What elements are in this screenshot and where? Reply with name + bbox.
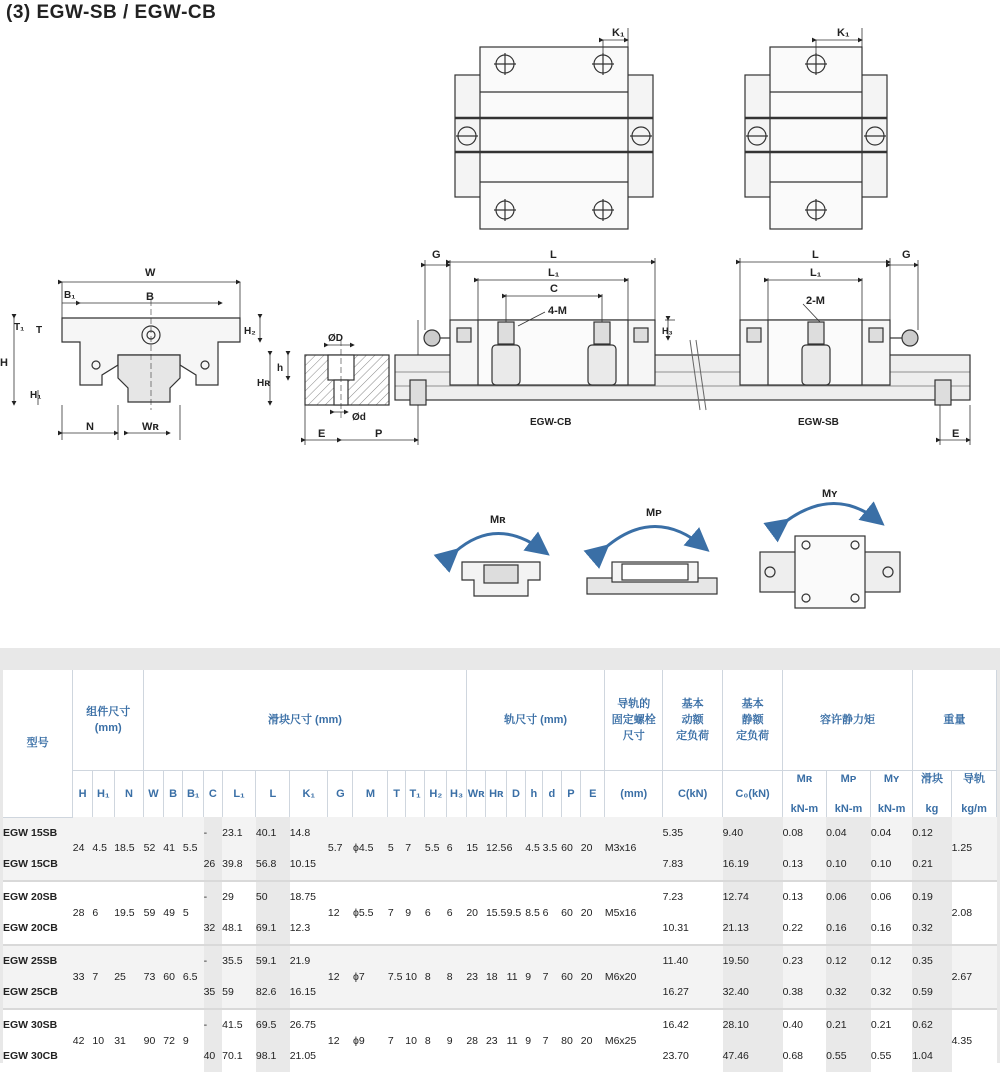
cell-kg: 0.32 bbox=[912, 913, 951, 945]
col-rail-h: h bbox=[525, 771, 542, 818]
cell-l: 69.5 bbox=[256, 1009, 290, 1041]
col-w: W bbox=[144, 771, 164, 818]
cell-w: 52 bbox=[144, 817, 164, 881]
cell-l1: 23.1 bbox=[222, 817, 256, 849]
col-g: G bbox=[328, 771, 353, 818]
col-h1: H₁ bbox=[92, 771, 114, 818]
cell-mr: 0.68 bbox=[783, 1041, 827, 1072]
spec-table bbox=[3, 670, 997, 1072]
page-title: (3) EGW-SB / EGW-CB bbox=[6, 2, 217, 23]
dim-l-left: L bbox=[550, 249, 557, 261]
cell-rail-weight: 2.67 bbox=[952, 945, 997, 1009]
cell-rail-weight: 2.08 bbox=[952, 881, 997, 945]
cell-sta: 32.40 bbox=[723, 977, 783, 1009]
cell-e: 20 bbox=[581, 1009, 605, 1072]
cell-sta: 21.13 bbox=[723, 913, 783, 945]
col-my-label: Mʏ bbox=[883, 773, 900, 785]
col-d: D bbox=[507, 771, 526, 818]
col-e: E bbox=[581, 771, 605, 818]
cell-p: 60 bbox=[561, 945, 581, 1009]
col-wr: Wʀ bbox=[466, 771, 486, 818]
cell-c: 26 bbox=[204, 849, 223, 881]
cell-t: 7.5 bbox=[388, 945, 405, 1009]
cell-b: 60 bbox=[163, 945, 183, 1009]
cell-mp: 0.21 bbox=[826, 1009, 871, 1041]
cell-d: 11 bbox=[507, 1009, 526, 1072]
side-view-sb-block bbox=[740, 258, 970, 445]
dim-t1: T₁ bbox=[14, 322, 25, 333]
col-l1: L₁ bbox=[222, 771, 256, 818]
cell-h1: 6 bbox=[92, 881, 114, 945]
cell-l1: 41.5 bbox=[222, 1009, 256, 1041]
cell-k1: 21.9 bbox=[290, 945, 328, 977]
cell-h3: 6 bbox=[447, 817, 467, 881]
dim-k1-cb: K₁ bbox=[612, 27, 625, 39]
dim-n: N bbox=[86, 421, 94, 433]
cell-d: 9.5 bbox=[507, 881, 526, 945]
dim-h1: H₁ bbox=[30, 390, 42, 401]
cell-mp: 0.16 bbox=[826, 913, 871, 945]
cell-my: 0.55 bbox=[871, 1041, 912, 1072]
top-view-sb bbox=[745, 28, 887, 229]
cell-bolt: M6x25 bbox=[605, 1009, 663, 1072]
label-mp: Mᴘ bbox=[646, 507, 662, 519]
cell-w: 90 bbox=[144, 1009, 164, 1072]
cell-l1: 29 bbox=[222, 881, 256, 913]
cell-wr: 28 bbox=[466, 1009, 486, 1072]
header-rail: 轨尺寸 (mm) bbox=[466, 670, 605, 771]
cell-bolt: M3x16 bbox=[605, 817, 663, 881]
cell-my: 0.16 bbox=[871, 913, 912, 945]
col-c-unit: C(kN) bbox=[663, 771, 723, 818]
cell-h: 42 bbox=[73, 1009, 93, 1072]
cell-kg: 1.04 bbox=[912, 1041, 951, 1072]
cell-d: 6 bbox=[507, 817, 526, 881]
cell-e: 20 bbox=[581, 881, 605, 945]
cell-l: 98.1 bbox=[256, 1041, 290, 1072]
cell-h2: 6 bbox=[425, 881, 447, 945]
moment-mp-figure bbox=[587, 527, 717, 595]
label-egw-sb: EGW-SB bbox=[798, 417, 839, 428]
cell-dyn: 7.83 bbox=[663, 849, 723, 881]
cell-k1: 18.75 bbox=[290, 881, 328, 913]
col-c0-unit: C₀(kN) bbox=[723, 771, 783, 818]
cell-k1: 10.15 bbox=[290, 849, 328, 881]
cell-mp: 0.32 bbox=[826, 977, 871, 1009]
cell-mr: 0.13 bbox=[783, 881, 827, 913]
cell-d: 3.5 bbox=[543, 817, 562, 881]
col-h2: H₂ bbox=[425, 771, 447, 818]
cell-c: 32 bbox=[204, 913, 223, 945]
cell-b: 72 bbox=[163, 1009, 183, 1072]
cell-n: 18.5 bbox=[114, 817, 143, 881]
cell-t1: 10 bbox=[405, 945, 425, 1009]
cell-k1: 21.05 bbox=[290, 1041, 328, 1072]
dim-w: W bbox=[145, 267, 156, 279]
col-rail-weight-label: 导轨 bbox=[963, 773, 986, 785]
dim-b1: B₁ bbox=[64, 290, 76, 301]
cell-h2: 5.5 bbox=[425, 817, 447, 881]
cell-g: 5.7 bbox=[328, 817, 353, 881]
dim-rail-h: h bbox=[277, 363, 284, 374]
cell-dyn: 16.27 bbox=[663, 977, 723, 1009]
cell-my: 0.32 bbox=[871, 977, 912, 1009]
header-block: 滑块尺寸 (mm) bbox=[144, 670, 467, 771]
cell-h3: 8 bbox=[447, 945, 467, 1009]
cell-h2: 8 bbox=[425, 945, 447, 1009]
cell-mp: 0.12 bbox=[826, 945, 871, 977]
cell-h1: 10 bbox=[92, 1009, 114, 1072]
dim-rail-small-d: Ød bbox=[352, 412, 366, 423]
cell-n: 31 bbox=[114, 1009, 143, 1072]
cell-wr: 23 bbox=[466, 945, 486, 1009]
table-row bbox=[3, 1009, 997, 1041]
cell-mr: 0.40 bbox=[783, 1009, 827, 1041]
header-weight: 重量 bbox=[912, 670, 996, 771]
cell-k1: 12.3 bbox=[290, 913, 328, 945]
cell-b1: 6.5 bbox=[183, 945, 204, 1009]
cell-model: EGW 20SB bbox=[3, 881, 73, 913]
col-c: C bbox=[204, 771, 223, 818]
cross-section-view bbox=[14, 282, 260, 440]
dim-l1-left: L₁ bbox=[548, 267, 560, 279]
cell-m: ϕ7 bbox=[353, 945, 388, 1009]
cell-l1: 48.1 bbox=[222, 913, 256, 945]
cell-model: EGW 30SB bbox=[3, 1009, 73, 1041]
cell-mp: 0.10 bbox=[826, 849, 871, 881]
dim-2m: 2-M bbox=[806, 295, 825, 307]
header-bolt: 导轨的 固定螺栓 尺寸 bbox=[605, 670, 663, 771]
cell-mr: 0.13 bbox=[783, 849, 827, 881]
dim-g-left: G bbox=[432, 249, 441, 261]
col-t: T bbox=[388, 771, 405, 818]
dim-l-right: L bbox=[812, 249, 819, 261]
cell-h: 33 bbox=[73, 945, 93, 1009]
dim-e-right: E bbox=[952, 428, 960, 440]
col-block-weight bbox=[912, 771, 951, 818]
col-mp-label: Mᴘ bbox=[840, 773, 857, 785]
cell-t1: 10 bbox=[405, 1009, 425, 1072]
cell-wr: 15 bbox=[466, 817, 486, 881]
cell-kg: 0.59 bbox=[912, 977, 951, 1009]
cell-d: 6 bbox=[543, 881, 562, 945]
cell-k1: 26.75 bbox=[290, 1009, 328, 1041]
cell-kg: 0.12 bbox=[912, 817, 951, 849]
cell-c: - bbox=[204, 945, 223, 977]
col-p: P bbox=[561, 771, 581, 818]
cell-hr: 12.5 bbox=[486, 817, 507, 881]
cell-l1: 35.5 bbox=[222, 945, 256, 977]
cell-h3: 9 bbox=[447, 1009, 467, 1072]
cell-hr: 18 bbox=[486, 945, 507, 1009]
cell-t: 7 bbox=[388, 881, 405, 945]
cell-l: 56.8 bbox=[256, 849, 290, 881]
cell-kg: 0.21 bbox=[912, 849, 951, 881]
dim-rail-p: P bbox=[375, 428, 383, 440]
header-assembly: 组件尺寸 (mm) bbox=[73, 670, 144, 771]
cell-h2: 8 bbox=[425, 1009, 447, 1072]
cell-mr: 0.08 bbox=[783, 817, 827, 849]
cell-p: 80 bbox=[561, 1009, 581, 1072]
cell-m: ϕ4.5 bbox=[353, 817, 388, 881]
cell-mr: 0.22 bbox=[783, 913, 827, 945]
cell-dyn: 11.40 bbox=[663, 945, 723, 977]
cell-l1: 70.1 bbox=[222, 1041, 256, 1072]
cell-model: EGW 25SB bbox=[3, 945, 73, 977]
cell-dyn: 10.31 bbox=[663, 913, 723, 945]
col-block-weight-label: 滑块 bbox=[920, 773, 943, 785]
cell-d: 11 bbox=[507, 945, 526, 1009]
cell-l: 59.1 bbox=[256, 945, 290, 977]
cell-sta: 12.74 bbox=[723, 881, 783, 913]
cell-w: 59 bbox=[144, 881, 164, 945]
cell-t: 5 bbox=[388, 817, 405, 881]
cell-b1: 5 bbox=[183, 881, 204, 945]
col-mr bbox=[783, 771, 827, 818]
cell-w: 73 bbox=[144, 945, 164, 1009]
table-row bbox=[3, 881, 997, 913]
dim-h: H bbox=[0, 357, 8, 369]
cell-c: 40 bbox=[204, 1041, 223, 1072]
cell-dyn: 23.70 bbox=[663, 1041, 723, 1072]
dim-h3: H₃ bbox=[662, 326, 673, 336]
col-b: B bbox=[163, 771, 183, 818]
col-n: N bbox=[114, 771, 143, 818]
cell-t: 7 bbox=[388, 1009, 405, 1072]
header-model: 型号 bbox=[3, 670, 73, 817]
cell-sta: 28.10 bbox=[723, 1009, 783, 1041]
cell-d: 7 bbox=[543, 1009, 562, 1072]
cell-model: EGW 15SB bbox=[3, 817, 73, 849]
cell-l: 40.1 bbox=[256, 817, 290, 849]
cell-m: ϕ5.5 bbox=[353, 881, 388, 945]
cell-rail-weight: 4.35 bbox=[952, 1009, 997, 1072]
cell-m: ϕ9 bbox=[353, 1009, 388, 1072]
cell-h: 8.5 bbox=[525, 881, 542, 945]
col-k1: K₁ bbox=[290, 771, 328, 818]
header-dynamic: 基本 动额 定负荷 bbox=[663, 670, 723, 771]
dim-b: B bbox=[146, 291, 154, 303]
cell-sta: 16.19 bbox=[723, 849, 783, 881]
cell-kg: 0.62 bbox=[912, 1009, 951, 1041]
cell-l1: 59 bbox=[222, 977, 256, 1009]
cell-kg: 0.35 bbox=[912, 945, 951, 977]
cell-h: 4.5 bbox=[525, 817, 542, 881]
dim-rail-d: ØD bbox=[328, 333, 343, 344]
header-moment: 容许静力矩 bbox=[783, 670, 913, 771]
cell-n: 25 bbox=[114, 945, 143, 1009]
cell-my: 0.21 bbox=[871, 1009, 912, 1041]
dim-c: C bbox=[550, 283, 558, 295]
col-h: H bbox=[73, 771, 93, 818]
cell-model: EGW 25CB bbox=[3, 977, 73, 1009]
cell-my: 0.06 bbox=[871, 881, 912, 913]
moment-mr-figure bbox=[455, 534, 545, 597]
col-t1: T₁ bbox=[405, 771, 425, 818]
cell-g: 12 bbox=[328, 1009, 353, 1072]
cell-l: 69.1 bbox=[256, 913, 290, 945]
cell-b: 49 bbox=[163, 881, 183, 945]
cell-hr: 15.5 bbox=[486, 881, 507, 945]
col-m: M bbox=[353, 771, 388, 818]
cell-h3: 6 bbox=[447, 881, 467, 945]
col-b1: B₁ bbox=[183, 771, 204, 818]
dim-h2: H₂ bbox=[244, 326, 256, 337]
cell-c: 35 bbox=[204, 977, 223, 1009]
col-mr-unit: kN-m bbox=[790, 803, 819, 815]
table-row bbox=[3, 945, 997, 977]
table-row bbox=[3, 817, 997, 849]
cell-l: 50 bbox=[256, 881, 290, 913]
cell-h: 28 bbox=[73, 881, 93, 945]
cell-mp: 0.04 bbox=[826, 817, 871, 849]
cell-d: 7 bbox=[543, 945, 562, 1009]
cell-g: 12 bbox=[328, 881, 353, 945]
cell-h1: 4.5 bbox=[92, 817, 114, 881]
col-my bbox=[871, 771, 912, 818]
cell-h: 24 bbox=[73, 817, 93, 881]
col-bolt-unit: (mm) bbox=[605, 771, 663, 818]
label-my: Mʏ bbox=[822, 488, 838, 500]
col-kg-unit: kg bbox=[925, 803, 939, 815]
spec-table-body bbox=[3, 817, 997, 1072]
cell-e: 20 bbox=[581, 817, 605, 881]
col-l: L bbox=[256, 771, 290, 818]
cell-b1: 5.5 bbox=[183, 817, 204, 881]
cell-bolt: M6x20 bbox=[605, 945, 663, 1009]
col-mp-unit: kN-m bbox=[834, 803, 863, 815]
cell-sta: 47.46 bbox=[723, 1041, 783, 1072]
col-my-unit: kN-m bbox=[877, 803, 906, 815]
col-mp bbox=[826, 771, 871, 818]
cell-dyn: 16.42 bbox=[663, 1009, 723, 1041]
spec-table-container bbox=[0, 648, 1000, 1063]
dim-wr: Wʀ bbox=[142, 421, 159, 433]
dim-g-right: G bbox=[902, 249, 911, 261]
cell-p: 60 bbox=[561, 817, 581, 881]
cell-rail-weight: 1.25 bbox=[952, 817, 997, 881]
cell-dyn: 5.35 bbox=[663, 817, 723, 849]
cell-h: 9 bbox=[525, 1009, 542, 1072]
dim-k1-sb: K₁ bbox=[837, 27, 850, 39]
label-egw-cb: EGW-CB bbox=[530, 417, 572, 428]
cell-wr: 20 bbox=[466, 881, 486, 945]
dim-rail-hr: Hʀ bbox=[257, 378, 271, 389]
cell-my: 0.04 bbox=[871, 817, 912, 849]
cell-mr: 0.38 bbox=[783, 977, 827, 1009]
dim-rail-e: E bbox=[318, 428, 326, 440]
cell-sta: 19.50 bbox=[723, 945, 783, 977]
header-static: 基本 静额 定负荷 bbox=[723, 670, 783, 771]
cell-mp: 0.06 bbox=[826, 881, 871, 913]
col-kgm-unit: kg/m bbox=[961, 803, 987, 815]
cell-l1: 39.8 bbox=[222, 849, 256, 881]
cell-h: 9 bbox=[525, 945, 542, 1009]
cell-model: EGW 30CB bbox=[3, 1041, 73, 1072]
col-rail-weight bbox=[952, 771, 997, 818]
dim-l1-right: L₁ bbox=[810, 267, 822, 279]
cell-g: 12 bbox=[328, 945, 353, 1009]
cell-sta: 9.40 bbox=[723, 817, 783, 849]
cell-t1: 9 bbox=[405, 881, 425, 945]
cell-e: 20 bbox=[581, 945, 605, 1009]
cell-b: 41 bbox=[163, 817, 183, 881]
cell-bolt: M5x16 bbox=[605, 881, 663, 945]
col-small-d: d bbox=[543, 771, 562, 818]
cell-t1: 7 bbox=[405, 817, 425, 881]
cell-p: 60 bbox=[561, 881, 581, 945]
cell-b1: 9 bbox=[183, 1009, 204, 1072]
col-mr-label: Mʀ bbox=[796, 773, 813, 785]
cell-my: 0.12 bbox=[871, 945, 912, 977]
cell-model: EGW 15CB bbox=[3, 849, 73, 881]
col-h3: H₃ bbox=[447, 771, 467, 818]
moment-my-figure bbox=[760, 504, 900, 609]
cell-n: 19.5 bbox=[114, 881, 143, 945]
cell-model: EGW 20CB bbox=[3, 913, 73, 945]
dim-4m: 4-M bbox=[548, 305, 567, 317]
cell-kg: 0.19 bbox=[912, 881, 951, 913]
cell-mr: 0.23 bbox=[783, 945, 827, 977]
cell-dyn: 7.23 bbox=[663, 881, 723, 913]
dim-t: T bbox=[36, 325, 43, 336]
col-hr: Hʀ bbox=[486, 771, 507, 818]
cell-h1: 7 bbox=[92, 945, 114, 1009]
cell-k1: 14.8 bbox=[290, 817, 328, 849]
label-mr: Mʀ bbox=[490, 514, 506, 526]
cell-c: - bbox=[204, 817, 223, 849]
cell-my: 0.10 bbox=[871, 849, 912, 881]
cell-l: 82.6 bbox=[256, 977, 290, 1009]
cell-c: - bbox=[204, 881, 223, 913]
cell-k1: 16.15 bbox=[290, 977, 328, 1009]
top-view-cb bbox=[455, 28, 653, 229]
cell-c: - bbox=[204, 1009, 223, 1041]
cell-hr: 23 bbox=[486, 1009, 507, 1072]
cell-mp: 0.55 bbox=[826, 1041, 871, 1072]
